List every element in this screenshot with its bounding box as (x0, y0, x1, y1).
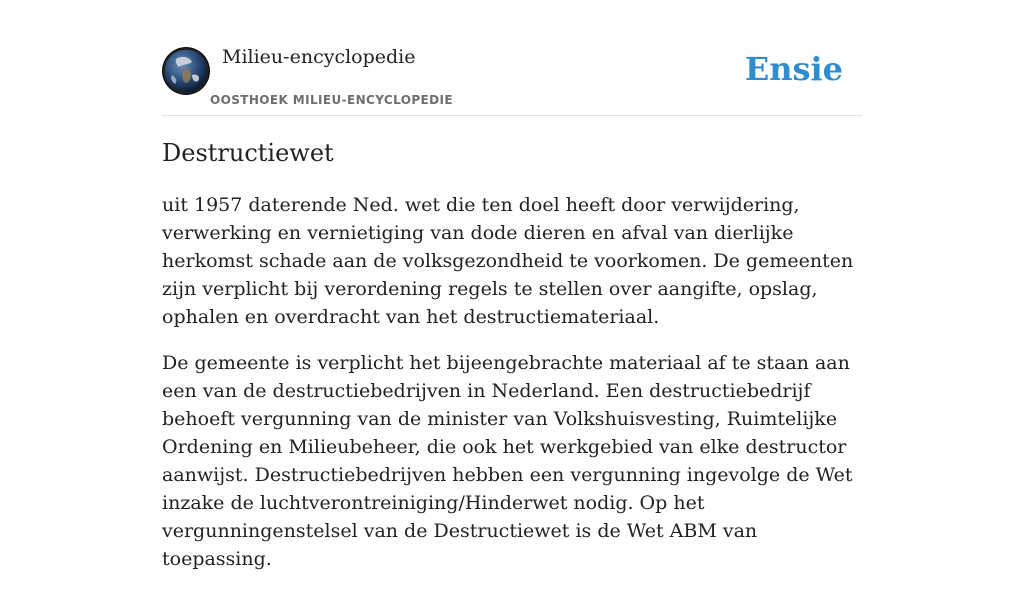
page (162, 0, 862, 570)
ensie-logo[interactable]: Ensie (744, 50, 843, 88)
article-paragraph: uit 1957 daterende Ned. wet die ten doel heeft door verwijdering, verwerking en vernietiging van dode dieren en afval van dierlijke herkomst schade aan de volksgezondheid te voorkomen. De gemeenten zijn verplicht bij verordening regels te stellen over aangifte, opslag, ophalen en overdracht van het destructiemateriaal. (162, 194, 854, 328)
site-header (162, 0, 862, 116)
site-title[interactable]: Milieu-encyclopedie (222, 46, 416, 68)
article-title: Destructiewet (162, 139, 334, 167)
site-subtitle[interactable]: OOSTHOEK MILIEU-ENCYCLOPEDIE (210, 93, 453, 107)
article-body (162, 191, 862, 591)
earth-globe-icon[interactable] (162, 47, 210, 95)
article-paragraph: De gemeente is verplicht het bijeengebrachte materiaal af te staan aan een van de destructiebedrijven in Nederland. Een destructiebedrijf behoeft vergunning van de minister van Volkshuisvesting, Ruimtelijke Ordening en Milieubeheer, die ook het werkgebied van elke destructor aanwijst. Destructiebedrijven hebben een vergunning ingevolge de Wet inzake de luchtverontreiniging/Hinderwet nodig. Op het vergunningenstelsel van de Destructiewet is de Wet ABM van toepassing. (162, 352, 853, 570)
